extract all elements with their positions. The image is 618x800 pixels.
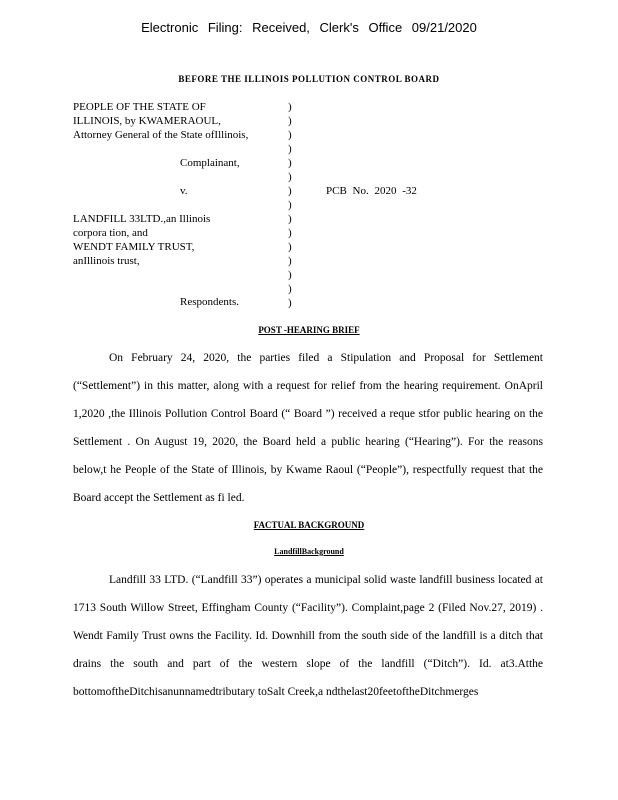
filing-stamp: Electronic Filing: Received, Clerk's Office 09/21/2020	[141, 20, 477, 35]
defendant-line-3: WENDT FAMILY TRUST,	[73, 241, 195, 253]
plaintiff-line-2: ILLINOIS, by KWAMERAOUL,	[73, 115, 221, 127]
background-paragraph: Landfill 33 LTD. (“Landfill 33”) operates a municipal solid waste landfill business located at 1713 South Willow Street, Effingham County (“Facility”). Complaint,page 2 (Filed Nov.27, 2019) . Wendt Family Trust owns the Facility. Id. Downhill from the south side of the landfill is a ditch that drains the south and part of the western slope of the landfill (“Ditch”). Id. at3.Atthe bottomoftheDitchisanunnamedtributary toSalt Creek,a ndthelast20feetoftheDitchmerges	[73, 574, 543, 698]
caption-bracket-column: ) ) ) ) ) ) ) ) ) ) ) ) ) ) )	[288, 101, 292, 309]
case-number: PCB No. 2020 -32	[326, 185, 417, 197]
intro-paragraph: On February 24, 2020, the parties filed a Stipulation and Proposal for Settlement (“Settlement”) in this matter, along with a request for relief from the hearing requirement. OnApril 1,2020 ,the Illinois Pollution Control Board (“ Board ”) received a reque stfor public hearing on the Settlement . On August 19, 2020, the Board held a public hearing (“Hearing”). For the reasons below,t he People of the State of Illinois, by Kwame Raoul (“People”), respectfully request that the Board accept the Settlement as fi led.	[73, 352, 543, 504]
defendant-line-1: LANDFILL 33LTD.,an Illinois	[73, 213, 211, 225]
respondents-label: Respondents.	[180, 296, 239, 308]
plaintiff-line-1: PEOPLE OF THE STATE OF	[73, 101, 206, 113]
defendant-line-4: anIllinois trust,	[73, 255, 140, 267]
complainant-label: Complainant,	[180, 157, 240, 169]
section-heading: FACTUAL BACKGROUND	[253, 520, 365, 530]
defendant-line-2: corpora tion, and	[73, 227, 148, 239]
versus-label: v.	[180, 185, 188, 197]
plaintiff-line-3: Attorney General of the State ofIllinois,	[73, 129, 249, 141]
document-title: POST -HEARING BRIEF	[258, 325, 360, 335]
court-name: BEFORE THE ILLINOIS POLLUTION CONTROL BOARD	[178, 74, 440, 84]
subsection-heading: LandfillBackground	[274, 547, 344, 556]
